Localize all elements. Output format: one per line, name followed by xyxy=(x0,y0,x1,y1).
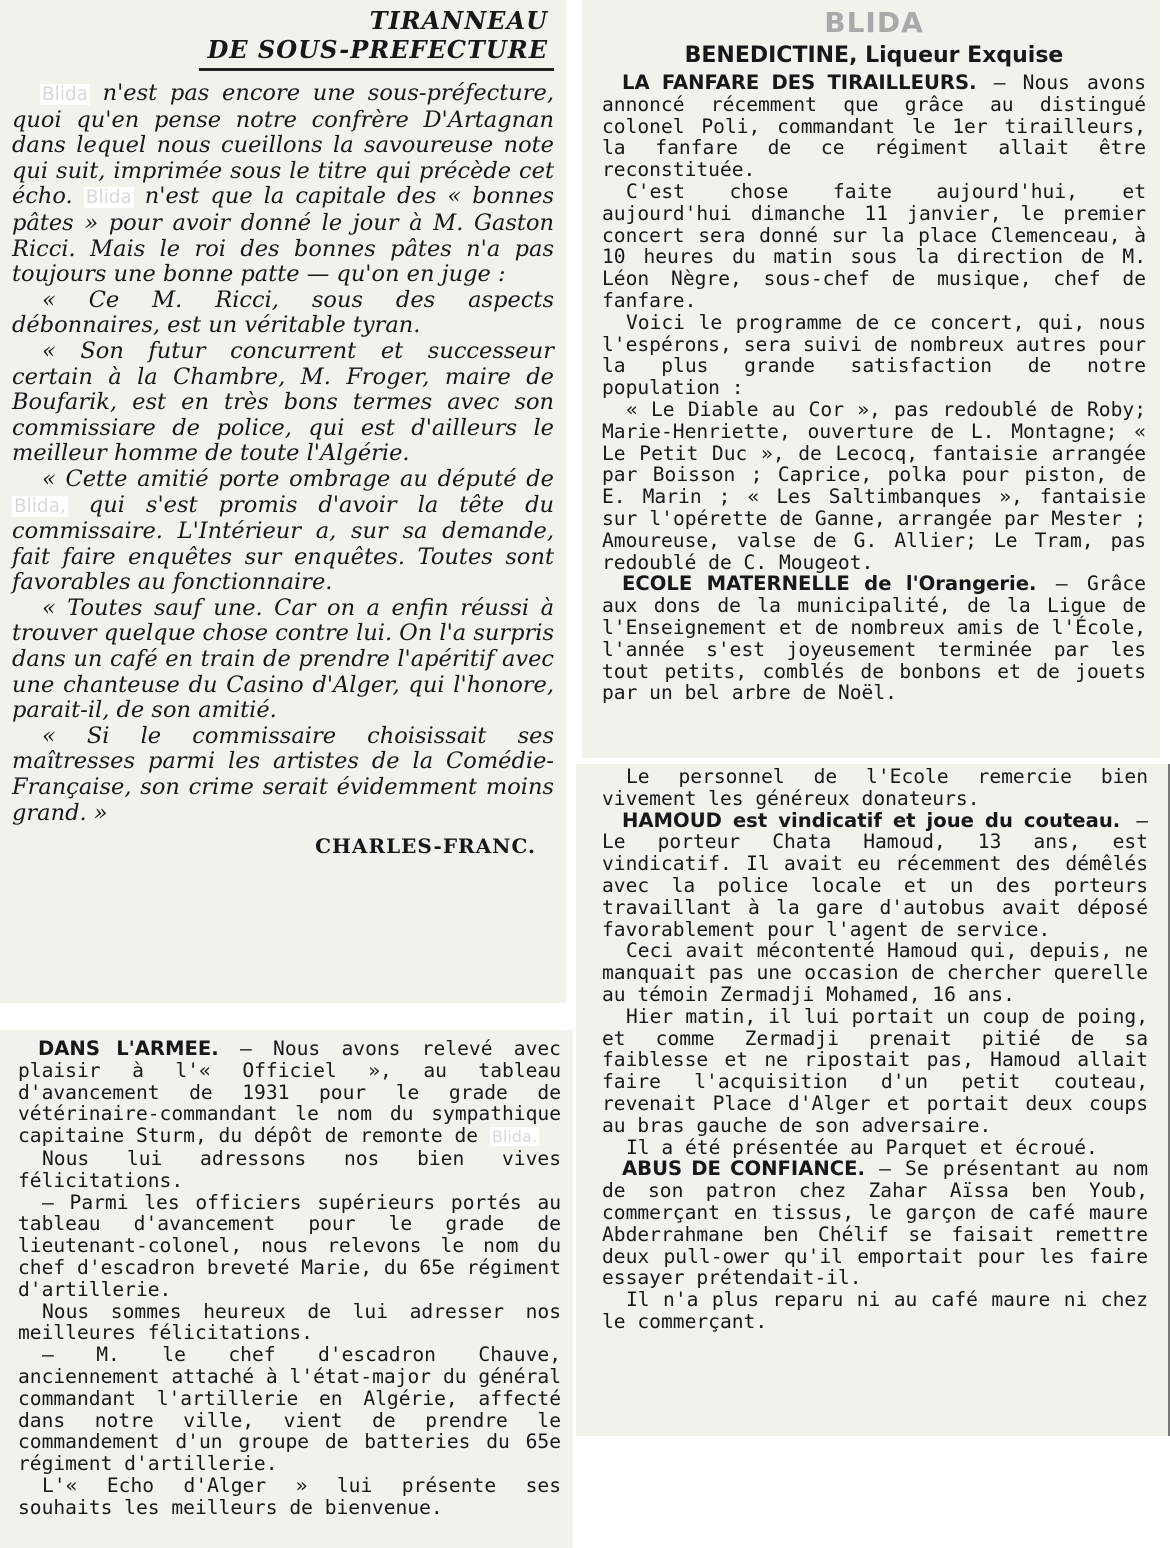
paragraph: Il a été présentée au Parquet et écroué. xyxy=(626,1135,1098,1159)
paragraph: Nous sommes heureux de lui adresser nos meilleures félicitations. xyxy=(18,1299,561,1345)
paragraph-hamoud: HAMOUD est vindicatif et joue du couteau. — Le porteur Chata Hamoud, 13 ans, est vindicatif. Il avait eu récemment des démêlés avec la police locale et un des porteurs travaillant à la gare d'autobus avait déposé favorablement pour l'agent de service. xyxy=(602,808,1148,941)
advertisement-line: BENEDICTINE, Liqueur Exquise xyxy=(684,43,1064,68)
paragraph: Hier matin, il lui portait un coup de poing, et comme Zermadji prenait pitié de sa faiblesse et ne ripostait pas, Hamoud allait faire l'acquisition d'un petit couteau, revenait Place d'Alger et portait deux coups au bras gauche de son adversaire. xyxy=(602,1004,1148,1137)
paragraph-abus: ABUS DE CONFIANCE. — Se présentant au nom de son patron chez Zahar Aïssa ben Youb, commerçant en tissus, le garçon de café maure Abderrahmane ben Chélif se faisait remettre deux pull-ower qu'il emportait pour les faire essayer prétendait-il. xyxy=(602,1157,1148,1290)
headline-rule xyxy=(199,68,554,71)
redacted-placename: Blida, xyxy=(14,495,66,517)
paragraph: « Ce M. Ricci, sous des aspects débonnaires, est un véritable tyran. xyxy=(12,286,554,339)
paragraph: Il n'a plus reparu ni au café maure ni chez le commerçant. xyxy=(602,1288,1148,1333)
clipping-blida-column xyxy=(582,0,1160,758)
item-heading: HAMOUD est vindicatif et joue du couteau. xyxy=(622,808,1121,832)
paragraph: « Toutes sauf une. Car on a enfin réussi à trouver quelque chose contre lui. On l'a surpris dans un café en train de prendre l'apéritif avec une chanteuse du Casino d'Alger, qui l'honore, parait-il, de son amitié. xyxy=(12,594,555,724)
redacted-placename: Blida. xyxy=(491,1127,537,1147)
clipping-blida-column-continued xyxy=(576,764,1170,1436)
paragraph: « Cette amitié porte ombrage au député de Blida, qui s'est promis d'avoir la tête du commissaire. L'Intérieur a, sur sa demande, fait faire enquêtes sur enquêtes. Toutes sont favorables au fonctionnaire. xyxy=(12,465,554,596)
section-place-heading: BLIDA xyxy=(824,6,924,39)
item-heading: LA FANFARE DES TIRAILLEURS. xyxy=(622,71,977,94)
headline-line-1: TIRANNEAU xyxy=(369,6,548,35)
item-heading: ABUS DE CONFIANCE. xyxy=(622,1157,865,1181)
paragraph: « Si le commissaire choisissait ses maîtresses parmi les artistes de la Comédie-Française, son crime serait évidemment moins grand. » xyxy=(12,722,554,826)
paragraph: Le personnel de l'Ecole remercie bien vivement les généreux donateurs. xyxy=(602,765,1148,810)
paragraph: C'est chose faite aujourd'hui, et aujourd'hui dimanche 11 janvier, le premier concert sera donné sur la place Clemenceau, à 10 heures du matin sous la direction de M. Léon Nègre, sous-chef de musique, chef de fanfare. xyxy=(602,179,1146,312)
paragraph: L'« Echo d'Alger » lui présente ses souhaits les meilleurs de bienvenue. xyxy=(18,1473,561,1519)
paragraph-programme: « Le Diable au Cor », pas redoublé de Roby; Marie-Henriette, ouverture de L. Montagne; « Le Petit Duc », de Lecocq, fantaisie arrangée par Boisson ; Caprice, polka pour piston, de E. Marin ; « Les Saltimbanques », fantaisie sur l'opérette de Ganne, arrangée par Mester ; Amoureuse, valse de G. Allier; Le Tram, pas redoublé de C. Mougeot. xyxy=(602,397,1146,574)
paragraph-fanfare: LA FANFARE DES TIRAILLEURS. — Nous avons annoncé récemment que grâce au distingué colonel Poli, commandant le 1er tirailleurs, la fanfare de ce régiment allait être reconstituée. xyxy=(602,71,1146,182)
paragraph-armee: DANS L'ARMEE. — Nous avons relevé avec plaisir à l'« Officiel », au tableau d'avancement de 1931 pour le grade de vétérinaire-commandant le nom du sympathique capitaine Sturm, du dépôt de remonte de Blida. xyxy=(18,1037,561,1148)
redacted-placename: Blida xyxy=(42,84,88,105)
clipping-dans-larmee xyxy=(0,1030,573,1548)
paragraph-ecole: ECOLE MATERNELLE de l'Orangerie. — Grâce aux dons de la municipalité, de la Ligue de l'Enseignement et de nombreux amis de l'École, l'année s'est joyeusement terminée par les tout petits, comblés de bonbons et de jouets par un bel arbre de Noël. xyxy=(602,572,1146,705)
paragraph-intro: Blida n'est pas encore une sous-préfecture, quoi qu'en pense notre confrère D'Artagnan dans lequel nous cueillons la savoureuse note qui suit, imprimée sous le titre qui précède cet écho. Blida n'est que la capitale des « bonnes pâtes » pour avoir donné le jour à M. Gaston Ricci. Mais le roi des bonnes pâtes n'a pas toujours une bonne patte — qu'on en juge : xyxy=(12,80,554,288)
item-heading: DANS L'ARMEE. xyxy=(38,1037,219,1060)
paragraph: — M. le chef d'escadron Chauve, anciennement attaché à l'état-major du général commandant l'artillerie en Algérie, affecté dans notre ville, vient de prendre le commandement d'un groupe de batteries du 65e régiment d'artillerie. xyxy=(18,1343,561,1476)
signature: CHARLES-FRANC. xyxy=(315,834,536,859)
headline-line-2: DE SOUS-PREFECTURE xyxy=(207,35,548,64)
paragraph: Ceci avait mécontenté Hamoud qui, depuis, ne manquait pas une occasion de chercher querelle au témoin Zermadji Mohamed, 16 ans. xyxy=(602,939,1148,1006)
clipping-tiranneau xyxy=(0,0,566,1003)
paragraph: Voici le programme de ce concert, qui, nous l'espérons, sera suivi de nombreux autres pour la plus grande satisfaction de notre population : xyxy=(602,310,1146,400)
paragraph: « Son futur concurrent et successeur certain à la Chambre, M. Froger, maire de Boufarik, est en très bons termes avec son commissiare de police, qui est d'ailleurs le meilleur homme de toute l'Algérie. xyxy=(12,337,554,467)
paragraph: Nous lui adressons nos bien vives félicitations. xyxy=(18,1146,561,1192)
paragraph: — Parmi les officiers supérieurs portés au tableau d'avancement pour le grade de lieutenant-colonel, nous relevons le nom du chef d'escadron breveté Marie, du 65e régiment d'artillerie. xyxy=(18,1190,561,1301)
item-heading: ECOLE MATERNELLE de l'Orangerie. xyxy=(622,572,1037,596)
redacted-placename: Blida xyxy=(85,187,132,209)
